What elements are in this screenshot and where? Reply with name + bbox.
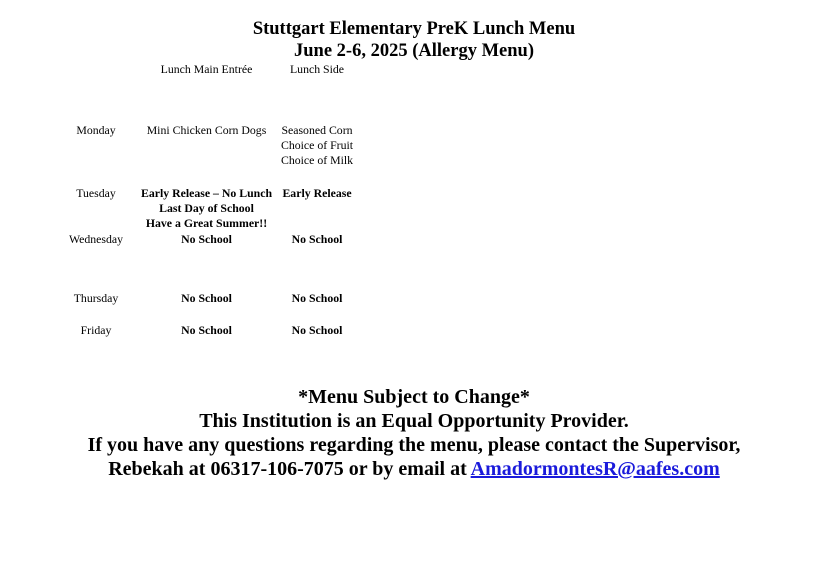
day-label-wednesday: Wednesday (68, 232, 124, 246)
monday-side-line: Seasoned Corn (281, 123, 353, 137)
day-label-friday: Friday (80, 323, 112, 337)
monday-side-line: Choice of Milk (280, 152, 354, 167)
monday-side (278, 123, 356, 167)
day-label-monday: Monday (76, 123, 116, 137)
tuesday-side-line: Early Release (282, 186, 352, 200)
page-subtitle: June 2-6, 2025 (Allergy Menu) (294, 41, 534, 61)
wednesday-main: No School (181, 232, 232, 246)
contact-line (0, 457, 828, 481)
tuesday-main-line: Have a Great Summer!! (145, 215, 268, 230)
monday-side-line: Choice of Fruit (280, 137, 354, 152)
equal-opportunity-statement: This Institution is an Equal Opportunity Provider. (199, 410, 629, 432)
email-link[interactable]: AmadormontesR@aafes.com (470, 458, 720, 480)
column-header-main: Lunch Main Entrée (160, 62, 253, 76)
tuesday-side (278, 186, 356, 201)
monday-main (140, 123, 273, 138)
thursday-side: No School (291, 291, 343, 305)
menu-change-notice: *Menu Subject to Change* (298, 386, 530, 408)
monday-main-line: Mini Chicken Corn Dogs (146, 123, 267, 137)
day-label-tuesday: Tuesday (76, 186, 116, 200)
contact-instructions: If you have any questions regarding the menu, please contact the Supervisor, (87, 434, 741, 456)
contact-phone-text: Rebekah at 06317-106-7075 or by email at (108, 458, 471, 480)
tuesday-main-line: Last Day of School (159, 200, 254, 215)
friday-side: No School (291, 323, 343, 337)
friday-main: No School (181, 323, 232, 337)
tuesday-main (134, 186, 279, 230)
thursday-main: No School (181, 291, 232, 305)
column-header-side: Lunch Side (289, 62, 345, 76)
day-label-thursday: Thursday (73, 291, 119, 305)
tuesday-main-line: Early Release – No Lunch (140, 186, 273, 200)
wednesday-side: No School (291, 232, 343, 246)
page-title: Stuttgart Elementary PreK Lunch Menu (252, 19, 576, 39)
